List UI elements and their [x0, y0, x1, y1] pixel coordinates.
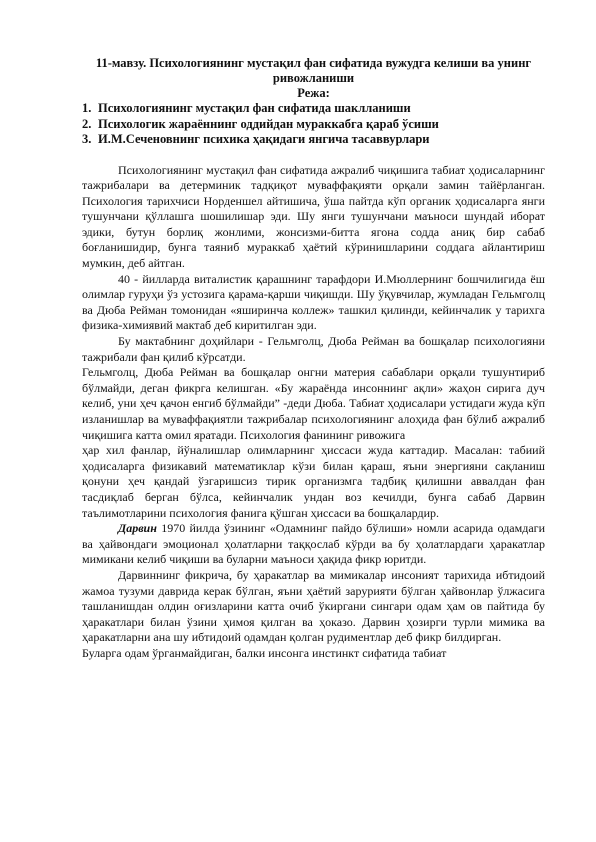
plan-item-text: Психологиянинг мустақил фан сифатида шаклланиши — [98, 101, 411, 115]
plan-item — [82, 117, 545, 133]
body-paragraph: Психологиянинг мустақил фан сифатида ажралиб чиқишига табиат ҳодисаларнинг тажрибалари ва детерминик тадқиқот муваффақияти орқали замин тайёрланган. Психология тарихчиси Норденшел айтишича, ўша пайтда кўп органик ҳодисаларга янги тушунчани қўллашга шошилишар эди. Шу янги тушунчани маъноси шундай иборат эдики, бутун борлиқ жонлими, жонсизми-битта ягона содда аниқ бир сабаб боғланишидир, бунга таяниб мураккаб ҳаётий кўринишларини соддага айлантириш мумкин, деб айтган. — [82, 162, 545, 271]
paragraph-text: 1970 йилда ўзининг «Одамнинг пайдо бўлиши» номли асарида одамдаги ва ҳайвондаги эмоционал ҳолатларни таққослаб кўрди ва бу ҳолатлардаги ҳаракатлар мимикани келиб чиқиши ва буларни маъноси ҳақида фикр юритди. — [82, 521, 545, 567]
document-content — [82, 56, 545, 662]
body-paragraph: 40 - йилларда виталистик қарашнинг тарафдори И.Мюллернинг бошчилигида ёш олимлар гуруҳи ўз устозига қарама-қарши чиқишди. Шу ўқувчилар, жумладан Гельмголц ва Дюба Рейман томонидан «яширинча коллеж» ташкил қилинди, кейинчалик у тарихга физика-химиявий мактаб деб киритилган эди. — [82, 271, 545, 333]
body-paragraph: Бу мактабнинг доҳийлари - Гельмголц, Дюба Рейман ва бошқалар психологияни тажрибали фан қилиб кўрсатди. — [82, 334, 545, 364]
plan-item-number: 1. — [82, 101, 92, 115]
plan-item-number: 3. — [82, 132, 92, 146]
plan-item-number: 2. — [82, 116, 92, 131]
emphasized-name: Дарвин — [118, 521, 157, 536]
plan-heading: Режа: — [297, 86, 330, 100]
plan-item-text: И.М.Сеченовнинг психика ҳақидаги янгича тасаввурлари — [98, 132, 430, 146]
plan-list — [82, 101, 545, 148]
body-paragraph: Гельмголц, Дюба Рейман ва бошқалар онгни материя сабаблари орқали тушунтириб бўлмайди, деган фикрга келишган. «Бу жараёнда инсоннинг ақли» жаҳон сирига дуч келиб, уни ҳеч қачон енгиб бўлмайди” -деди Дюба. Табиат ҳодисалари устидаги жуда кўп изланишлар ва муваффақиятли тажрибалар психологиянинг алоҳида фан бўлиб ажралиб чиқишига катта омил яратади. Психология фанининг ривожига — [82, 365, 545, 442]
body-paragraph: Буларга одам ўрганмайдиган, балки инсонга инстинкт сифатида табиат — [82, 645, 447, 660]
body-paragraph: ҳар хил фанлар, йўналишлар олимларнинг ҳиссаси жуда каттадир. Масалан: табиий ҳодисаларга физикавий математиклар кўзи билан қараш, яъни энергияни сақланиш қонуни ҳеч қандай ўзгаришсиз тирик организмга тадбиқ қилишни аввалдан фан тасдиқлаб берган бўлса, кейинчалик ундан воз кечилди, бунга сабаб Дарвин таълимотларини психология фанига қўшган ҳиссаси ва бошқалардир. — [82, 443, 545, 520]
body-paragraph — [82, 521, 545, 568]
document-body — [82, 163, 545, 662]
plan-item — [82, 101, 545, 117]
document-title: 11-мавзу. Психологиянинг мустақил фан сифатида вужудга келиши ва унинг ривожланиши — [95, 56, 532, 85]
plan-item-text: Психологик жараённинг оддийдан мураккабга қараб ўсиши — [98, 116, 439, 131]
plan-item — [82, 132, 545, 148]
body-paragraph: Дарвиннинг фикрича, бу ҳаракатлар ва мимикалар инсоният тарихида ибтидоий жамоа тузуми даврида керак бўлган, яъни ҳаётий зарурияти бўлган ҳайвонлар ўлжасига ташланишдан олдин оғизларини катта очиб ўкиргани сингари одам ҳам ов пайтида бу ҳаракатлари билан ўзини ҳимоя қилган ва ҳоказо. Дарвин ҳозирги турли мимика ва ҳаракатларни ана шу ибтидоий одамдан қолган рудиментлар деб фикр билдирган. — [82, 567, 545, 645]
